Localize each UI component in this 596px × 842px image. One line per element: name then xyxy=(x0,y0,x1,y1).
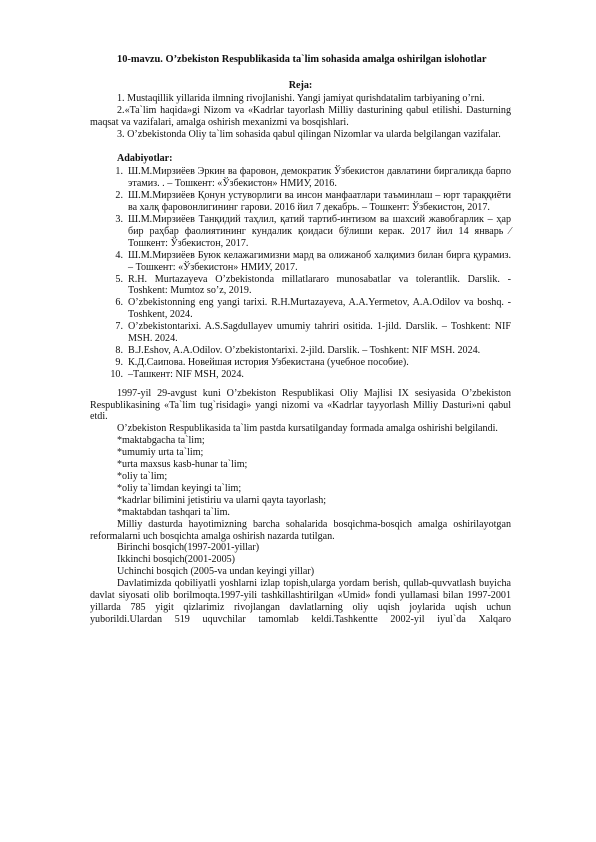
reference-item xyxy=(90,345,511,357)
stages-list xyxy=(90,542,511,578)
reja-item: 3. O’zbekistonda Oliy ta`lim sohasida qabul qilingan Nizomlar va ularda belgilangan vazifalar. xyxy=(117,128,501,140)
reference-text: R.H. Murtazayeva O’zbekistonda millatlararo munosabatlar va tolerantlik. Darslik. - Toshkent: Mumtoz so’z, 2019. xyxy=(128,273,511,297)
adabiyotlar-heading: Adabiyotlar: xyxy=(117,153,173,165)
body-paragraph: O’zbekiston Respublikasida ta`lim pastda kursatilganday formada amalga oshirishi belgilandi. xyxy=(117,423,498,435)
reference-number: 8. xyxy=(115,344,123,356)
reja-item: 1. Mustaqillik yillarida ilmning rivojlanishi. Yangi jamiyat qurishdatalim tarbiyaning o’rni. xyxy=(117,92,485,104)
reja-heading: Reja: xyxy=(288,79,313,91)
education-types-list xyxy=(90,435,511,518)
reference-number: 6. xyxy=(115,297,123,309)
page-title: 10-mavzu. O’zbekiston Respublikasida ta`lim sohasida amalga oshirilgan islohotlar xyxy=(117,54,487,65)
education-type-item: *kadrlar bilimini jetistiriu va ularni qayta tayorlash; xyxy=(117,494,327,506)
education-type-item: *oliy ta`limdan keyingi ta`lim; xyxy=(117,482,242,494)
reference-number: 4. xyxy=(115,249,123,261)
reference-text: B.J.Eshov, A.A.Odilov. O’zbekistontarixi. 2-jild. Darslik. – Toshkent: NIF MSH. 2024. xyxy=(128,344,481,356)
reference-item xyxy=(90,297,511,321)
reference-item xyxy=(90,250,511,274)
reference-number: 2. xyxy=(115,190,123,202)
reference-item xyxy=(90,166,511,190)
spacer xyxy=(90,381,511,388)
reference-item xyxy=(90,369,511,381)
body-paragraph: 1997-yil 29-avgust kuni O’zbekiston Respublikasi Oliy Majlisi IX sesiyasida O’zbekiston Respublikasining «Ta`lim tug`risidagi» yangi nizomi va «Kadrlar tayyorlash Milliy Dasturi»ni qabul etdi. xyxy=(90,387,511,423)
reja-list xyxy=(90,93,511,141)
stage-item: Ikkinchi bosqich(2001-2005) xyxy=(117,554,236,566)
reference-number: 9. xyxy=(115,356,123,368)
document-content xyxy=(90,54,511,626)
education-type-item: *oliy ta`lim; xyxy=(117,471,168,482)
reference-text: O’zbekistonning eng yangi tarixi. R.H.Murtazayeva, A.A.Yermetov, A.A.Odilov va boshq. - Toshkent, 2024. xyxy=(128,297,511,321)
reference-item xyxy=(90,190,511,214)
reference-text: –Ташкент: NIF MSH, 2024. xyxy=(128,368,244,380)
stage-item: Birinchi bosqich(1997-2001-yillar) xyxy=(117,542,260,554)
education-type-item: *urta maxsus kasb-hunar ta`lim; xyxy=(117,459,248,471)
education-type-item: *maktabgacha ta`lim; xyxy=(117,435,205,447)
reference-number: 1. xyxy=(115,166,123,178)
reference-item xyxy=(90,214,511,250)
education-type-item: *umumiy urta ta`lim; xyxy=(117,447,204,459)
reja-item: 2.«Ta`lim haqida»gi Nizom va «Kadrlar tayorlash Milliy dasturining qabul etilishi. Dasturning maqsat va vazifalari, amalga oshirish mexanizmi va bosqishlari. xyxy=(90,104,511,128)
reference-text: Ш.М.Мирзиёев Эркин ва фаровон, демократик Ўзбекистон давлатини биргаликда барпо этамиз. . – Тошкент: «Ўзбекистон» НМИУ, 2016. xyxy=(128,166,511,190)
reference-text: Ш.М.Мирзиёев Буюк келажагимизни мард ва олижаноб халқимиз билан бирга қурамиз. – Тошкент: «Ўзбекистон» НМИУ, 2017. xyxy=(128,249,511,273)
body-paragraph: Davlatimizda qobiliyatli yoshlarni izlap topish,ularga yordam berish, qullab-quvvatlash buyicha davlat siyosati olib borilmoqta.1997-yili tashkillashtirilgan «Umid» fondi yullamasi bilan 1997-2001 yillarda 785 yigit qizlarimiz rivojlangan davlatlarning oliy uqish joylarida uqish uchun yuborildi.Ulardan 519 uquvchilar tamomlab keldi.Tashkentte 2002-yil iyul`da Xalqaro xyxy=(90,578,511,625)
education-type-item: *maktabdan tashqari ta`lim. xyxy=(117,506,230,518)
reference-number: 5. xyxy=(115,273,123,285)
reference-text: К.Д.Саипова. Новейшая история Узбекистана (учебное пособие). xyxy=(128,356,409,368)
reference-item xyxy=(90,274,511,298)
reference-text: Ш.М.Мирзиёев Қонун устуворлиги ва инсон манфаатлари таъминлаш – юрт тараққиёти ва халқ фаровонлигининг гарови. 2016 йил 7 декабрь. – Тошкент: Ўзбекистон, 2017. xyxy=(128,190,511,214)
reference-number: 10. xyxy=(110,368,123,380)
reference-number: 3. xyxy=(115,213,123,225)
stage-item: Uchinchi bosqich (2005-va undan keyingi yillar) xyxy=(117,566,315,578)
adabiyotlar-list xyxy=(90,166,511,380)
reference-item xyxy=(90,321,511,345)
reference-item xyxy=(90,357,511,369)
reference-text: Ш.М.Мирзиёев Танқидий таҳлил, қатий тартиб-интизом ва шахсий жавобгарлик – ҳар бир раҳбар фаолиятининг кундалик қоидаси бўлиши керак. 2017 йил 14 январь ⁄ Тошкент: Ўзбекистон, 2017. xyxy=(128,213,511,249)
reference-text: O’zbekistontarixi. A.S.Sagdullayev umumiy tahriri ositida. 1-jild. Darslik. – Toshkent: NIF MSH. 2024. xyxy=(128,321,511,345)
body-paragraph: Milliy dasturda hayotimizning barcha sohalarida bosqichma-bosqich amalga oshirilayotgan reformalarni uch bosqichta amalga oshirish nazarda tutilgan. xyxy=(90,518,511,542)
reference-number: 7. xyxy=(115,321,123,333)
